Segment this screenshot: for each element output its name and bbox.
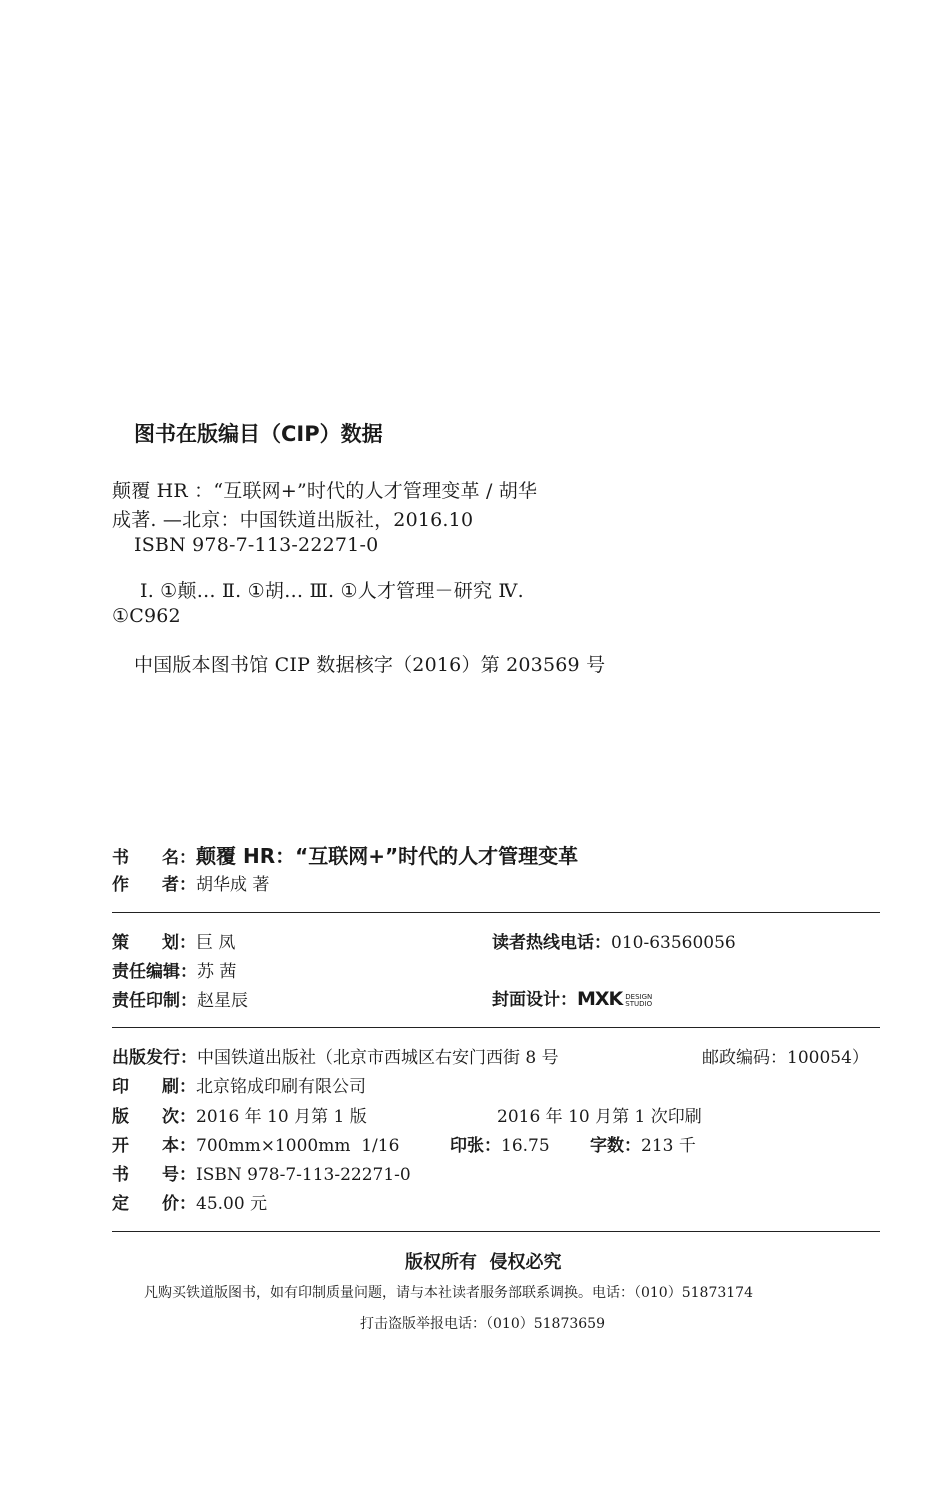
- book-title-value: 颠覆 HR：“互联网+”时代的人才管理变革: [196, 844, 579, 868]
- mxk-logo: MXK: [577, 988, 623, 1010]
- word-count-label: 字数：: [590, 1136, 641, 1156]
- divider-2: [112, 1027, 880, 1028]
- book-title-label: 书 名：: [112, 848, 196, 868]
- price-row: [112, 1189, 267, 1214]
- cip-heading: 图书在版编目（CIP）数据: [134, 422, 383, 446]
- hotline-value: 010-63560056: [611, 933, 736, 953]
- sheets-label: 印张：: [450, 1136, 501, 1156]
- word-count: [590, 1131, 696, 1156]
- printing-value: 2016 年 10 月第 1 次印刷: [497, 1107, 702, 1127]
- editor-label: 责任编辑：: [112, 962, 197, 982]
- postcode: 邮政编码：100054）: [702, 1048, 869, 1068]
- edition-row: [112, 1102, 367, 1127]
- mxk-logo-subtext: DESIGN STUDIO: [625, 992, 653, 1008]
- author-label: 作 者：: [112, 875, 196, 895]
- editor-row: [112, 957, 236, 982]
- format-row: [112, 1131, 399, 1156]
- cip-classification: Ⅰ. ①颠… Ⅱ. ①胡… Ⅲ. ①人才管理－研究 Ⅳ.: [140, 580, 524, 602]
- divider-1: [112, 912, 880, 913]
- planner-row: [112, 928, 235, 953]
- word-count-value: 213 千: [641, 1136, 696, 1156]
- publisher-value: 中国铁道出版社（北京市西城区右安门西街 8 号: [197, 1048, 559, 1068]
- print-supervisor-label: 责任印制：: [112, 991, 197, 1011]
- quality-notice: 凡购买铁道版图书，如有印制质量问题，请与本社读者服务部联系调换。电话：（010）51873174: [144, 1285, 753, 1301]
- format-label: 开 本：: [112, 1136, 196, 1156]
- sheets: [450, 1131, 550, 1156]
- copyright-notice: 版权所有 侵权必究: [405, 1252, 562, 1273]
- print-supervisor-value: 赵星辰: [197, 991, 248, 1011]
- cover-design: [492, 985, 652, 1010]
- price-value: 45.00 元: [196, 1194, 268, 1214]
- cip-isbn: ISBN 978-7-113-22271-0: [134, 534, 379, 556]
- cip-line-1: 颠覆 HR ：“互联网+”时代的人才管理变革 / 胡华: [112, 480, 538, 502]
- editor-value: 苏 茜: [197, 962, 237, 982]
- author-value: 胡华成 著: [196, 875, 270, 895]
- author-row: [112, 870, 269, 895]
- sheets-value: 16.75: [501, 1136, 550, 1156]
- printer-label: 印 刷：: [112, 1077, 196, 1097]
- cip-line-2: 成著. —北京：中国铁道出版社，2016.10: [112, 509, 474, 531]
- isbn-label: 书 号：: [112, 1165, 196, 1185]
- format-value: 700mm×1000mm 1/16: [196, 1136, 400, 1156]
- publisher-label: 出版发行：: [112, 1048, 197, 1068]
- planner-value: 巨 凤: [196, 933, 236, 953]
- cover-design-label: 封面设计：: [492, 990, 577, 1010]
- hotline-label: 读者热线电话：: [492, 933, 611, 953]
- printer-row: [112, 1072, 366, 1097]
- book-title-row: [112, 840, 578, 869]
- price-label: 定 价：: [112, 1194, 196, 1214]
- anti-piracy-notice: 打击盗版举报电话：（010）51873659: [360, 1316, 605, 1332]
- printer-value: 北京铭成印刷有限公司: [196, 1077, 366, 1097]
- cip-record-number: 中国版本图书馆 CIP 数据核字（2016）第 203569 号: [134, 654, 606, 676]
- divider-3: [112, 1231, 880, 1232]
- isbn-row: [112, 1160, 411, 1185]
- publisher-row: [112, 1043, 559, 1068]
- edition-label: 版 次：: [112, 1107, 196, 1127]
- cip-classification-code: ①C962: [112, 605, 181, 627]
- isbn-value: ISBN 978-7-113-22271-0: [196, 1165, 411, 1185]
- planner-label: 策 划：: [112, 933, 196, 953]
- edition-value: 2016 年 10 月第 1 版: [196, 1107, 367, 1127]
- print-supervisor-row: [112, 986, 248, 1011]
- hotline: [492, 928, 736, 953]
